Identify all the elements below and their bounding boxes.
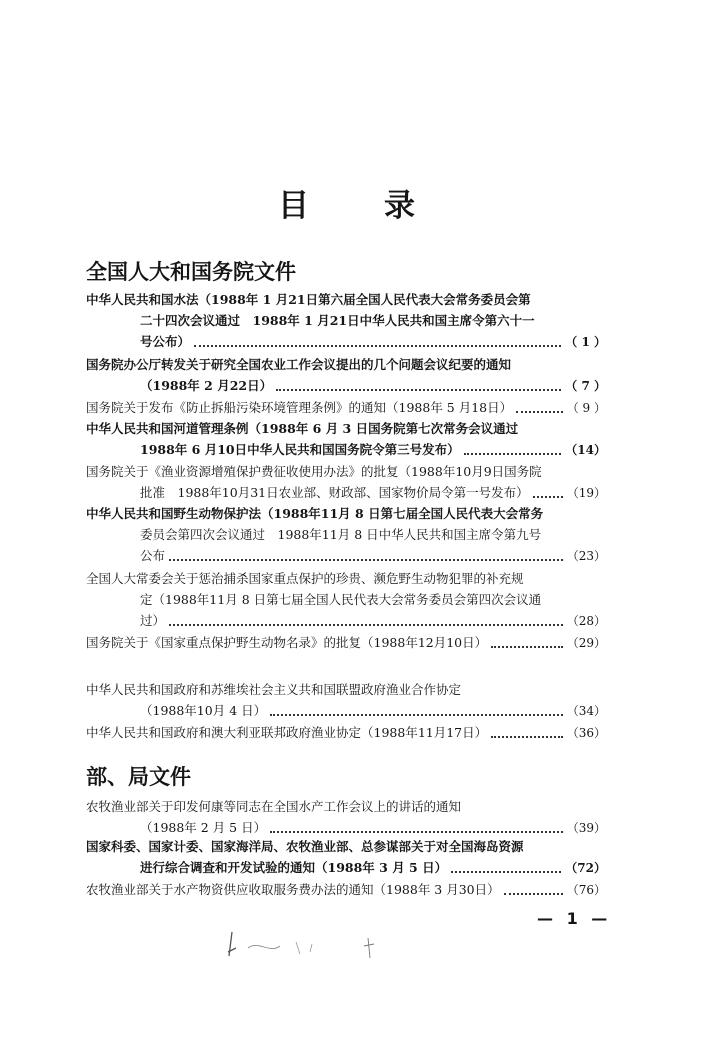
toc-entry-line: 国务院关于《渔业资源增殖保护费征收使用办法》的批复（1988年10月9日国务院 <box>86 464 542 479</box>
toc-entry-line: 中华人民共和国野生动物保护法（1988年11月 8 日第七届全国人民代表大会常务 <box>86 506 544 521</box>
page-title <box>0 186 713 226</box>
dot-leader <box>451 871 561 873</box>
toc-entry-line <box>140 483 606 503</box>
page-number: （72） <box>565 861 606 875</box>
page-number: （34） <box>566 704 606 718</box>
toc-entry-text: 过） <box>140 613 166 628</box>
dot-leader <box>169 624 563 626</box>
dot-leader <box>276 389 561 391</box>
page-number: （36） <box>566 726 606 740</box>
toc-entry-line <box>86 723 606 743</box>
toc-entry-text: （1988年10月 4 日） <box>140 703 267 718</box>
toc-entry-line <box>140 376 606 396</box>
toc-entry-text: 进行综合调查和开发试验的通知（1988年 3 月 5 日） <box>140 860 448 875</box>
toc-entry-text: 国务院关于发布《防止拆船污染环境管理条例》的通知（1988年 5 月18日） <box>86 400 513 415</box>
page-number: （76） <box>566 883 606 897</box>
dot-leader <box>270 831 563 833</box>
toc-entry-text: 号公布） <box>140 334 191 349</box>
page-number: （39） <box>566 821 606 835</box>
toc-entry-text: 国务院关于《国家重点保护野生动物名录》的批复（1988年12月10日） <box>86 635 488 650</box>
toc-entry-text: 1988年 6 月10日中华人民共和国国务院令第三号发布） <box>140 442 460 457</box>
page-number: （ 7 ） <box>565 379 606 393</box>
toc-entry-text: （1988年 2 月22日） <box>140 378 273 393</box>
section-heading: 全国人大和国务院文件 <box>86 260 296 284</box>
toc-entry-line: 国务院办公厅转发关于研究全国农业工作会议提出的几个问题会议纪要的通知 <box>86 357 512 372</box>
toc-entry-text: （1988年 2 月 5 日） <box>140 820 267 835</box>
dot-leader <box>194 345 561 347</box>
toc-entry-line: 二十四次会议通过 1988年 1 月21日中华人民共和国主席令第六十一 <box>140 313 535 328</box>
dot-leader <box>533 496 563 498</box>
toc-entry-line <box>86 398 606 418</box>
toc-entry-line <box>140 611 606 631</box>
toc-entry-line: 农牧渔业部关于印发何康等同志在全国水产工作会议上的讲话的通知 <box>86 799 462 814</box>
toc-entry-text: 中华人民共和国政府和澳大利亚联邦政府渔业协定（1988年11月17日） <box>86 725 488 740</box>
toc-entry-line <box>140 858 606 878</box>
toc-entry-line: 全国人大常委会关于惩治捕杀国家重点保护的珍贵、濒危野生动物犯罪的补充规 <box>86 571 524 586</box>
toc-entry-line <box>86 633 606 653</box>
toc-entry-line: 国家科委、国家计委、国家海洋局、农牧渔业部、总参谋部关于对全国海岛资源 <box>86 839 524 854</box>
dot-leader <box>491 646 563 648</box>
dot-leader <box>516 411 563 413</box>
page-title-char: 录 <box>384 188 415 224</box>
toc-entry-line <box>140 440 606 460</box>
section-heading: 部、局文件 <box>86 765 191 789</box>
toc-entry-text: 农牧渔业部关于水产物资供应收取服务费办法的通知（1988年 3 月30日） <box>86 882 500 897</box>
toc-entry-text: 公布 <box>140 548 166 563</box>
toc-entry-text: 批准 1988年10月31日农业部、财政部、国家物价局令第一号发布） <box>140 485 529 500</box>
page-number: （14） <box>565 443 606 457</box>
handwritten-mark <box>218 928 398 968</box>
page-number: （ 1 ） <box>565 335 606 349</box>
dot-leader <box>504 893 563 895</box>
toc-entry-line: 中华人民共和国河道管理条例（1988年 6 月 3 日国务院第七次常务会议通过 <box>86 421 519 436</box>
dot-leader <box>169 559 563 561</box>
page-number: （19） <box>566 486 606 500</box>
toc-entry-line: 中华人民共和国政府和苏维埃社会主义共和国联盟政府渔业合作协定 <box>86 682 462 697</box>
toc-entry-line <box>140 701 606 721</box>
toc-entry-line: 定（1988年11月 8 日第七届全国人民代表大会常务委员会第四次会议通 <box>140 592 542 607</box>
page-number: （28） <box>566 614 606 628</box>
page-folio: — 1 — <box>537 909 612 928</box>
toc-entry-line: 委员会第四次会议通过 1988年11月 8 日中华人民共和国主席令第九号 <box>140 527 542 542</box>
toc-entry-line: 中华人民共和国水法（1988年 1 月21日第六届全国人民代表大会常务委员会第 <box>86 292 531 307</box>
toc-entry-line <box>140 818 606 838</box>
page-number: （ 9 ） <box>566 401 606 415</box>
dot-leader <box>464 453 562 455</box>
toc-entry-line <box>86 880 606 900</box>
dot-leader <box>270 714 563 716</box>
toc-entry-line <box>140 332 606 352</box>
toc-entry-line <box>140 546 606 566</box>
page-number: （23） <box>566 549 606 563</box>
dot-leader <box>491 736 563 738</box>
page-title-char: 目 <box>278 188 309 224</box>
page-number: （29） <box>566 636 606 650</box>
